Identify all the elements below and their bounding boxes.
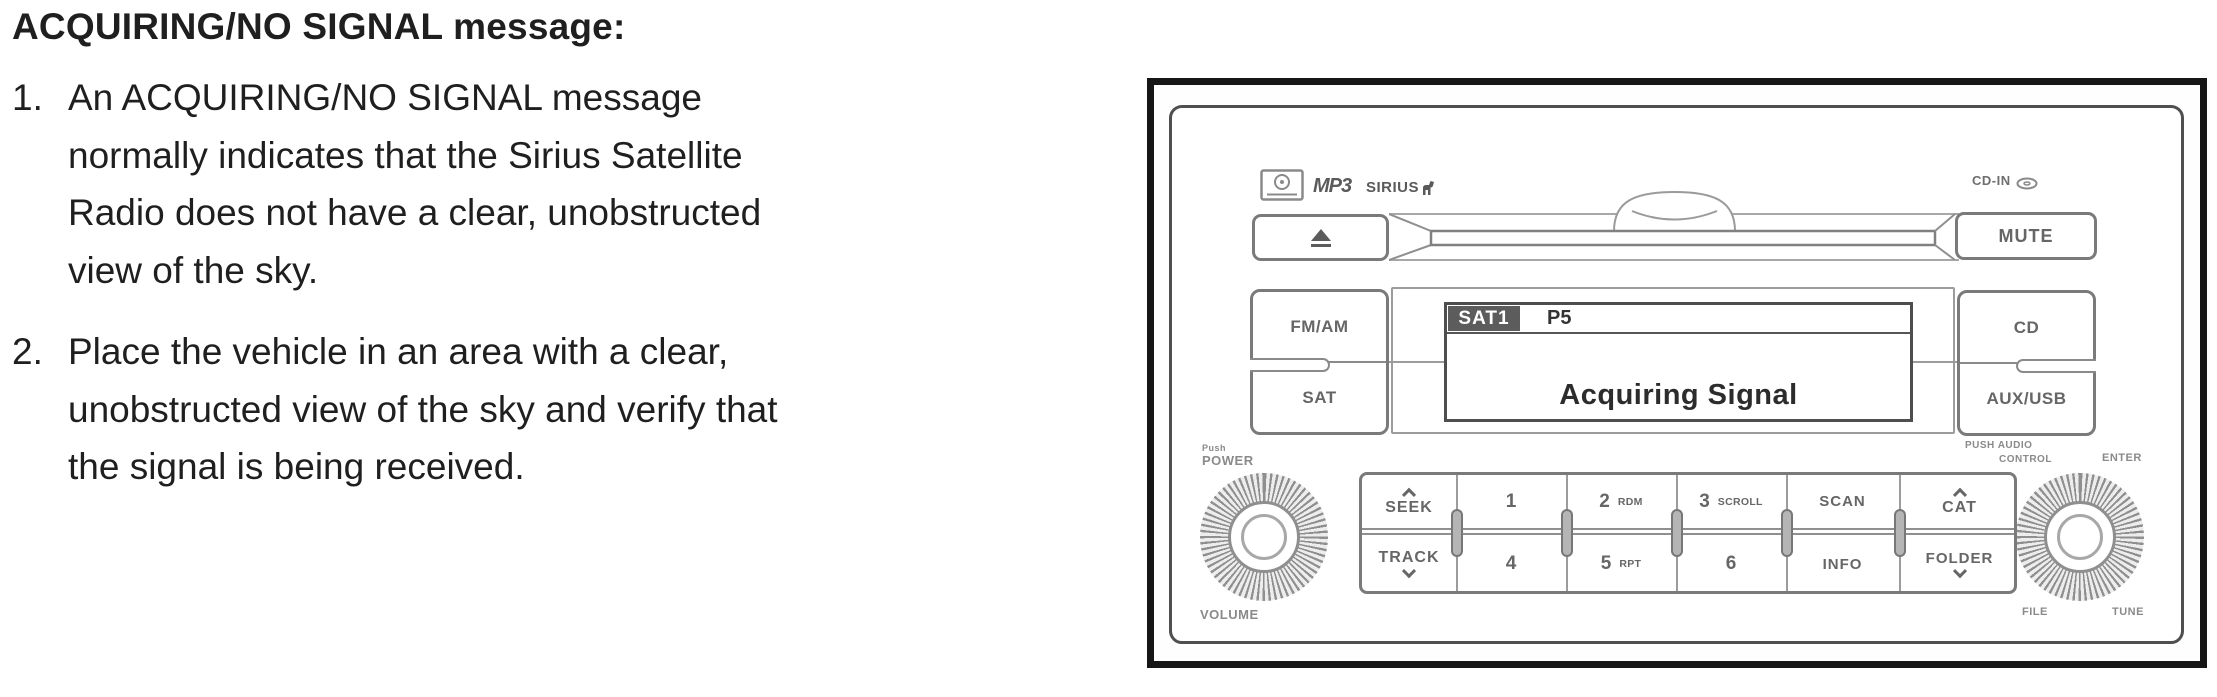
scan-key: SCAN xyxy=(1819,493,1866,510)
eject-icon xyxy=(1311,229,1331,241)
mp3-logo: MP3 xyxy=(1313,175,1352,197)
button-notch xyxy=(1250,358,1330,372)
cd-button: CD xyxy=(1960,293,2093,364)
eject-button xyxy=(1252,214,1389,261)
preset-5-rpt-key: 5 RPT xyxy=(1600,553,1642,574)
sat-button: SAT xyxy=(1302,387,1337,407)
source-left-block xyxy=(1250,289,1389,435)
source-right-block xyxy=(1957,290,2096,436)
cat-up-key: CAT xyxy=(1899,475,2020,528)
push-audio-control-label: PUSH AUDIO xyxy=(1965,440,2033,451)
housing-line xyxy=(1913,361,1957,363)
text-line: An ACQUIRING/NO SIGNAL message xyxy=(68,77,702,118)
volume-label: VOLUME xyxy=(1200,607,1259,622)
preset-4-key: 4 xyxy=(1505,553,1517,574)
tune-enter-knob xyxy=(2016,473,2144,601)
text-line: unobstructed view of the sky and verify that xyxy=(68,388,778,430)
track-down-key: TRACK xyxy=(1362,535,1456,593)
list-item-number: 1. xyxy=(12,77,43,118)
text-line: the signal is being received. xyxy=(68,446,525,487)
push-audio-control-label: CONTROL xyxy=(1999,454,2052,465)
folder-down-key: FOLDER xyxy=(1899,535,2020,593)
cd-in-disc-icon xyxy=(2016,177,2038,190)
file-label: FILE xyxy=(2022,606,2048,618)
list-item-text xyxy=(68,323,778,496)
enter-label: ENTER xyxy=(2102,452,2142,464)
display-message: Acquiring Signal xyxy=(1559,379,1798,411)
preset-indicator: P5 xyxy=(1547,307,1572,329)
preset-2-rdm-key: 2 RDM xyxy=(1599,490,1643,512)
source-badge: SAT1 xyxy=(1448,306,1520,331)
preset-1-key: 1 xyxy=(1505,490,1517,512)
cd-in-label: CD-IN xyxy=(1972,173,2011,188)
ordered-list xyxy=(12,69,812,496)
preset-3-scroll-key: 3 SCROLL xyxy=(1699,490,1763,512)
volume-power-knob xyxy=(1200,473,1328,601)
list-item xyxy=(12,69,812,299)
key-separator xyxy=(1451,509,1463,557)
mute-button: MUTE xyxy=(1955,212,2097,260)
display-status-band xyxy=(1447,305,1910,334)
instructions-section xyxy=(12,6,812,520)
list-item xyxy=(12,323,812,496)
housing-line xyxy=(1389,361,1444,363)
radio-display xyxy=(1444,302,1913,422)
key-separator xyxy=(1894,509,1906,557)
text-line: view of the sky. xyxy=(68,249,319,291)
aux-usb-button: AUX/USB xyxy=(1986,388,2067,408)
tune-label: TUNE xyxy=(2112,606,2144,618)
list-item-number: 2. xyxy=(12,331,43,372)
preset-6-key: 6 xyxy=(1725,553,1737,574)
seek-up-key: SEEK xyxy=(1362,475,1456,528)
key-separator xyxy=(1781,509,1793,557)
text-line: normally indicates that the Sirius Satellite xyxy=(68,134,743,176)
compact-disc-logo-icon xyxy=(1260,169,1304,201)
text-line: Place the vehicle in an area with a clear, xyxy=(68,331,729,372)
button-notch xyxy=(2016,359,2096,373)
key-separator xyxy=(1671,509,1683,557)
list-item-text xyxy=(68,69,761,299)
page-title: ACQUIRING/NO SIGNAL message: xyxy=(12,6,626,47)
push-label: Push xyxy=(1202,443,1227,453)
key-separator xyxy=(1561,509,1573,557)
text-line: Radio does not have a clear, unobstructed xyxy=(68,192,762,233)
info-key: INFO xyxy=(1822,555,1863,573)
sirius-logo-text: SIRIUS xyxy=(1366,179,1420,196)
key-panel xyxy=(1359,472,2017,594)
radio-figure xyxy=(1147,78,2207,668)
fm-am-button: FM/AM xyxy=(1253,292,1386,363)
cd-slot xyxy=(1389,185,1959,267)
power-label: POWER xyxy=(1202,453,1254,468)
